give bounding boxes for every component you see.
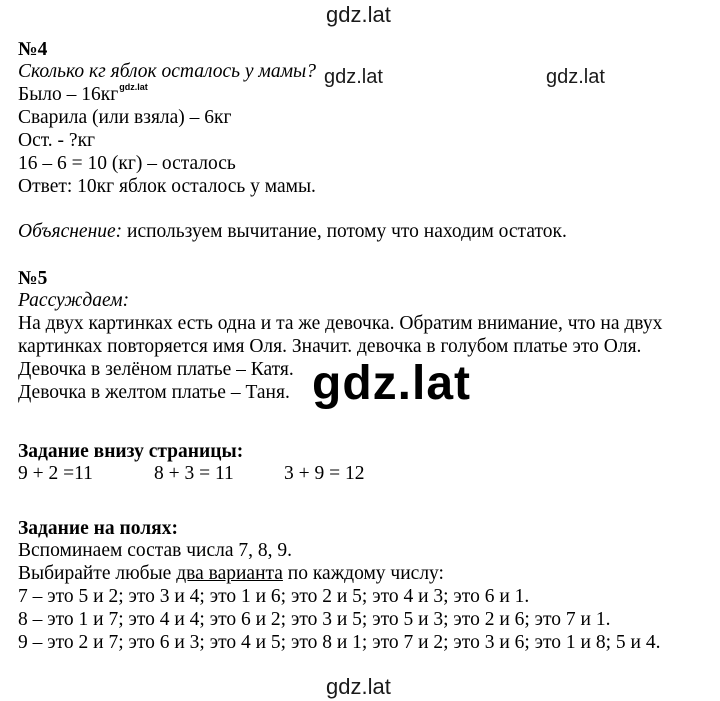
margin-task-line-1: Вспоминаем состав числа 7, 8, 9. (18, 540, 293, 561)
bottom-task-equation-3: 3 + 9 = 12 (284, 463, 365, 484)
bottom-task-equation-1: 9 + 2 =11 (18, 463, 93, 484)
margin-task-line-2 (18, 563, 444, 585)
task4-explanation (18, 221, 567, 243)
task4-line-3: Ост. - ?кг (18, 130, 96, 151)
margin-task-line-2-underlined: два варианта (176, 563, 283, 584)
task4-line-2: Сварила (или взяла) – 6кг (18, 107, 232, 128)
task4-heading: №4 (18, 39, 48, 60)
task4-explanation-text: используем вычитание, потому что находим остаток. (122, 221, 567, 242)
task5-line-2: картинках повторяется имя Оля. Значит. девочка в голубом платье это Оля. (18, 336, 642, 357)
task4-question: Сколько кг яблок осталось у мамы? (18, 61, 317, 82)
task5-line-3: Девочка в зелёном платье – Катя. (18, 359, 294, 380)
task4-answer: Ответ: 10кг яблок осталось у мамы. (18, 176, 316, 197)
task5-intro: Рассуждаем: (18, 290, 130, 311)
margin-task-line-2-after: по каждому числу: (282, 563, 444, 584)
task5-line-4: Девочка в желтом платье – Таня. (18, 382, 290, 403)
watermark-mid-left: gdz.lat (324, 66, 383, 88)
watermark-top: gdz.lat (326, 2, 391, 27)
watermark-bottom: gdz.lat (326, 674, 391, 699)
task5-heading: №5 (18, 268, 48, 289)
watermark-mid-right: gdz.lat (546, 66, 605, 88)
task4-explanation-label: Объяснение: (18, 221, 123, 242)
margin-task-nine: 9 – это 2 и 7; это 6 и 3; это 4 и 5; это 8 и 1; это 7 и 2; это 3 и 6; это 1 и 8; 5 и 4. (18, 632, 661, 653)
margin-task-eight: 8 – это 1 и 7; это 4 и 4; это 6 и 2; это 3 и 5; это 5 и 3; это 2 и 6; это 7 и 1. (18, 609, 611, 630)
watermark-big: gdz.lat (312, 357, 471, 410)
task4-line-1-text: Было – 16кг (18, 84, 119, 105)
watermark-small: gdz.lat (119, 82, 148, 92)
margin-task-line-2-before: Выбирайте любые (18, 563, 177, 584)
task5-line-1: На двух картинках есть одна и та же девочка. Обратим внимание, что на двух (18, 313, 663, 334)
margin-task-seven: 7 – это 5 и 2; это 3 и 4; это 1 и 6; это 2 и 5; это 4 и 3; это 6 и 1. (18, 586, 530, 607)
task4-line-1 (18, 84, 148, 108)
margin-task-heading: Задание на полях: (18, 518, 178, 539)
task4-line-4: 16 – 6 = 10 (кг) – осталось (18, 153, 236, 174)
bottom-task-heading: Задание внизу страницы: (18, 441, 244, 462)
bottom-task-equation-2: 8 + 3 = 11 (154, 463, 234, 484)
